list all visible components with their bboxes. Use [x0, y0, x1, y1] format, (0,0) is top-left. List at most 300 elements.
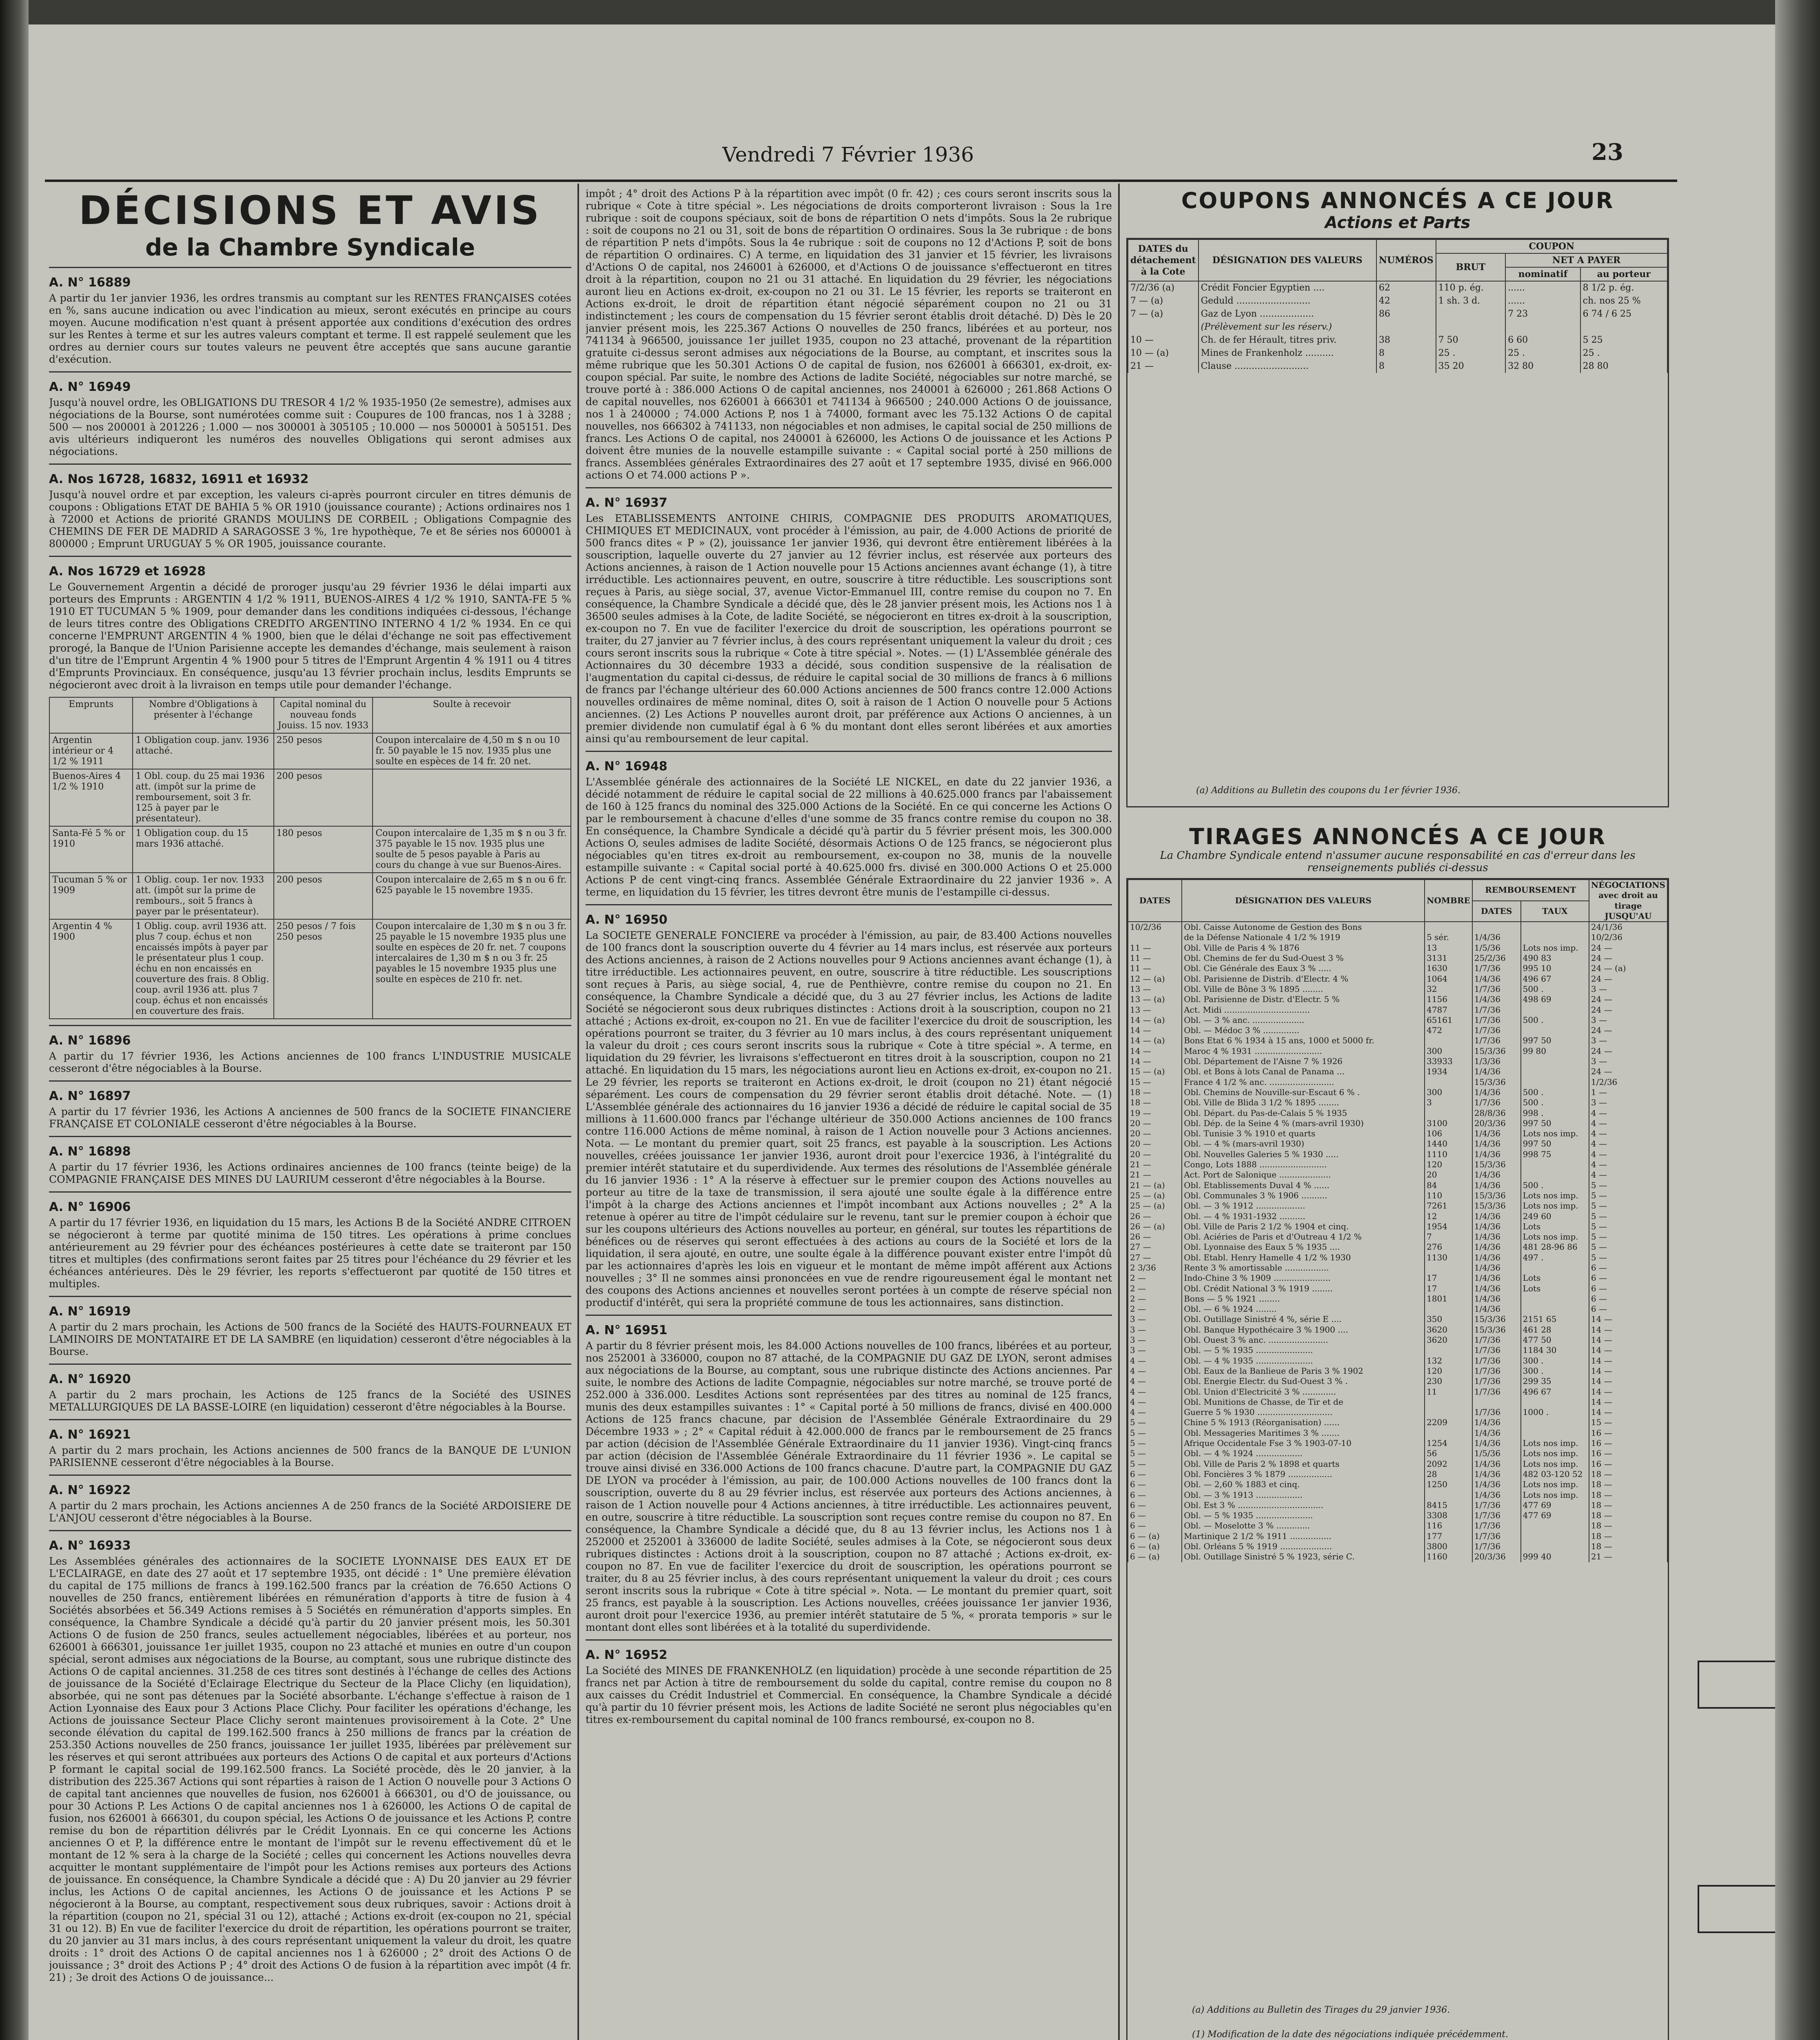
table-cell: 2 — — [1128, 1304, 1182, 1314]
table-cell: 1/4/36 — [1472, 1417, 1521, 1428]
table-cell: 1/4/36 — [1472, 1139, 1521, 1149]
table-cell: 1440 — [1425, 1139, 1472, 1149]
table-cell: Lots nos imp. — [1521, 1201, 1589, 1211]
table-cell: 24 — — [1589, 1067, 1667, 1077]
table-cell: 15/3/36 — [1472, 1314, 1521, 1324]
table-cell: Obl. Outillage Sinistré 4 %, série E .... — [1182, 1314, 1425, 1324]
notice — [49, 1428, 571, 1469]
divider — [49, 267, 571, 268]
table-cell: 18 — — [1589, 1490, 1667, 1500]
table-cell: 461 28 — [1521, 1325, 1589, 1335]
table-cell: 1/7/36 — [1472, 1005, 1521, 1015]
table-cell: 997 50 — [1521, 1139, 1589, 1149]
table-cell: Obl. Département de l'Aisne 7 % 1926 — [1182, 1056, 1425, 1067]
table-row — [49, 919, 571, 1019]
table-cell: 482 03-120 52 — [1521, 1469, 1589, 1479]
table-cell: 481 28-96 86 — [1521, 1242, 1589, 1252]
table-cell: 3 — — [1589, 1036, 1667, 1046]
table-header: DÉSIGNATION DES VALEURS — [1182, 880, 1425, 922]
table-cell: 998 . — [1521, 1108, 1589, 1118]
table-row — [1128, 1232, 1667, 1242]
table-cell: 995 10 — [1521, 963, 1589, 973]
table-cell: Coupon intercalaire de 4,50 m $ n ou 10 fr. 50 payable le 15 nov. 1935 plus une soulte en espèces de 14 fr. 20 net. — [373, 733, 571, 769]
header-rule — [45, 180, 1677, 182]
table-cell: 18 — — [1589, 1531, 1667, 1541]
table-cell: 1/7/36 — [1472, 1521, 1521, 1531]
table-cell — [1521, 1294, 1589, 1304]
table-cell: 4 — — [1128, 1387, 1182, 1397]
decisions-title: DÉCISIONS ET AVIS — [78, 188, 542, 233]
table-cell — [1521, 1428, 1589, 1438]
table-cell: 106 — [1425, 1129, 1472, 1139]
table-row — [1128, 994, 1667, 1004]
table-header: BRUT — [1436, 253, 1506, 281]
notice-text: Jusqu'à nouvel ordre et par exception, les valeurs ci-après pourront circuler en titres démunis de coupons : Obligations ETAT DE BAHIA 5 % OR 1910 (jouissance courante) ; Actions ordinaires nos 1 à 72000 et Actions de priorité GRANDS MOULINS DE CORBEIL ; Obligations Compagnie des CHEMINS DE FER DE MADRID A SARAGOSSE 3 %, 1re hypothèque, 7e et 8e séries nos 600001 à 800000 ; Emprunt URUGUAY 5 % OR 1905, jouissance courante. — [49, 489, 571, 550]
table-cell: 11 — — [1128, 943, 1182, 953]
table-cell: Lots — [1521, 1284, 1589, 1294]
table-cell: 1000 . — [1521, 1407, 1589, 1417]
table-cell: 1630 — [1425, 963, 1472, 973]
table-header: Nombre d'Obligations à présenter à l'échange — [133, 697, 273, 733]
notice-id: A. N° 16897 — [49, 1089, 131, 1103]
table-cell: 65161 — [1425, 1015, 1472, 1025]
notice-id: A. N° 16921 — [49, 1428, 131, 1442]
table-cell: 299 35 — [1521, 1376, 1589, 1386]
table-cell: 13 — (a) — [1128, 994, 1182, 1004]
table-row — [1128, 281, 1667, 295]
table-cell: 28/8/36 — [1472, 1108, 1521, 1118]
table-cell: 10 — (a) — [1128, 347, 1199, 360]
table-cell — [1521, 1025, 1589, 1036]
table-cell: 13 — [1425, 943, 1472, 953]
table-cell — [1521, 1263, 1589, 1273]
table-cell: 14 — — [1589, 1345, 1667, 1355]
table-cell: 18 — — [1128, 1087, 1182, 1098]
coupons-table — [1128, 239, 1668, 373]
table-cell: Obl. Ville de Paris 2 % 1898 et quarts — [1182, 1459, 1425, 1469]
table-cell: 14 — — [1589, 1325, 1667, 1335]
table-row — [1128, 1521, 1667, 1531]
table-cell: Mines de Frankenholz .......... — [1199, 347, 1376, 360]
notice-text: A partir du 2 mars prochain, les Actions de 500 francs de la Société des HAUTS-FOURNEAUX ET LAMINOIRS DE MONTATAIRE ET DE LA SAMBRE (en liquidation) cesseront d'être négociables à la Bourse. — [49, 1321, 571, 1357]
coupons-footnote: (a) Additions au Bulletin des coupons du 1er février 1936. — [1196, 785, 1461, 796]
tirages-table — [1128, 879, 1668, 1562]
table-cell — [1521, 1005, 1589, 1015]
table-cell: 1/4/36 — [1472, 1242, 1521, 1252]
notice-id: A. N° 16951 — [586, 1323, 668, 1337]
notice-text: L'Assemblée générale des actionnaires de la Société LE NICKEL, en date du 22 janvier 1936, a décidé notamment de réduire le capital social de 22 millions à 40.625.000 francs par l'abaissement de 160 à 125 francs du nominal des 325.000 Actions de la Société. En ce qui concerne les Actions O par le remboursement à chacune d'elles d'une somme de 35 francs contre remise du coupon no 38. En conséquence, la Chambre Syndicale a décidé qu'à partir du 5 février présent mois, les 300.000 Actions O, seules admises de ladite Société, désormais Actions O de 125 francs, se négocieront plus négociables qu'en titres ex-droit au remboursement, ex-coupon no 38, munis de la nouvelle estampille suivante : « Capital social porté à 40.625.000 frs. divisé en 300.000 Actions O et 25.000 Actions P de cent vingt-cinq francs. Assemblée Générale Extraordinaire du 22 janvier 1936 ». A terme, en liquidation du 15 février, les titres devront être munis de l'estampille ci-dessus. — [586, 776, 1112, 898]
table-cell — [1425, 1397, 1472, 1407]
table-cell: Obl. Ville de Bône 3 % 1895 ........ — [1182, 984, 1425, 994]
table-cell: 11 — [1425, 1387, 1472, 1397]
table-row — [1128, 1417, 1667, 1428]
table-cell: 35 20 — [1436, 360, 1506, 373]
table-cell: 5 — — [1589, 1242, 1667, 1252]
table-cell: 3308 — [1425, 1510, 1472, 1521]
table-cell: 1/4/36 — [1472, 974, 1521, 984]
table-row — [1128, 1129, 1667, 1139]
table-cell: Crédit Foncier Egyptien .... — [1199, 281, 1376, 295]
table-cell: 6 — — [1128, 1469, 1182, 1479]
table-cell: 1160 — [1425, 1552, 1472, 1562]
table-cell: 25 — (a) — [1128, 1201, 1182, 1211]
table-row — [1128, 1025, 1667, 1036]
table-row — [1128, 1376, 1667, 1386]
table-row — [1128, 1490, 1667, 1500]
divider — [49, 1530, 571, 1531]
table-cell — [1472, 922, 1521, 932]
table-cell: 300 . — [1521, 1366, 1589, 1376]
table-cell — [1521, 1541, 1589, 1552]
notice-text: A partir du 8 février présent mois, les 84.000 Actions nouvelles de 100 francs, libérées et au porteur, nos 252001 à 336000, coupon no 87 attaché, de la COMPAGNIE DU GAZ DE LYON, seront admises aux négociations de la Bourse, au comptant, sous une rubrique distincte des Actions anciennes. Par suite, le nombre des Actions de ladite Compagnie, négociables sur notre marché, se trouve porté de 252.000 à 336.000. Lesdites Actions sont représentées par des titres au nominal de 125 francs, munis des deux estampilles suivantes : 1° « Capital porté à 50 millions de francs, divisé en 400.000 Actions de 125 francs chacune, par décision de l'Assemblée Générale Extraordinaire du 29 Décembre 1933 » ; 2° « Capital réduit à 42.000.000 de francs par le remboursement de 25 francs par action (décision de l'Assemblée Générale Extraordinaire du 11 janvier 1936). Vingt-cinq francs par action (décision de l'Assemblée Générale Extraordinaire du 11 février 1936 ». Le capital se trouve ainsi divisé en 336.000 Actions de 100 francs chacune. D'autre part, la COMPAGNIE DU GAZ DE LYON va procéder à l'émission, au pair, de 100.000 Actions nouvelles de 100 francs dont la souscription, ouverte du 8 au 29 février inclus, est réservée aux porteurs des Actions anciennes, à raison de 1 Action nouvelle pour 4 Actions anciennes, à titre irréductible. Les actionnaires peuvent, en outre, souscrire à titre réductible. La souscription sont reçues contre remise du coupon no 87. En conséquence, la Chambre Syndicale a décidé que, du 8 au 13 février inclus, les Actions nos 1 à 252000 et 252001 à 336000 de ladite Société, seules admises à la Cote, se négocieront sous deux rubriques distinctes : Actions droit à la souscription, coupon no 87 attaché ; Actions ex-droit, ex-coupon no 87. En vue de faciliter l'exercice du droit de souscription, les opérations pourront se traiter, du 8 au 25 février inclus, à des cours représentant uniquement la valeur du droit ; ces cours seront inscrits sous la rubrique « Cote à titre spécial ». Nota. — Le montant du premier quart, soit 25 francs, est payable à la souscription. Les Actions nouvelles, créées jouissance 1er janvier 1936, auront droit pour l'exercice 1936, au premier intérêt statutaire de 5 %, « prorata temporis » sur le montant dont elles sont libérées et à la totalité du superdividende. — [586, 1340, 1112, 1633]
table-header: NET A PAYER — [1505, 253, 1667, 267]
table-cell: 5 — — [1589, 1222, 1667, 1232]
table-cell: 27 — — [1128, 1253, 1182, 1263]
table-row — [1128, 1335, 1667, 1345]
table-cell: 6 74 / 6 25 — [1580, 308, 1667, 321]
table-header: COUPON — [1436, 239, 1667, 253]
table-cell: Obl. Munitions de Chasse, de Tir et de — [1182, 1397, 1425, 1407]
table-cell: 1254 — [1425, 1438, 1472, 1448]
table-row — [1128, 1036, 1667, 1046]
divider — [49, 1080, 571, 1082]
table-cell: 1/4/36 — [1472, 1490, 1521, 1500]
table-cell: 20 — — [1128, 1118, 1182, 1129]
table-cell: 4 — — [1128, 1356, 1182, 1366]
table-cell: Obl. et Bons à lots Canal de Panama ... — [1182, 1067, 1425, 1077]
table-cell: 33933 — [1425, 1056, 1472, 1067]
table-cell: 5 — — [1128, 1438, 1182, 1448]
table-cell: 8 1/2 p. ég. — [1580, 281, 1667, 295]
notice-text: A partir du 2 mars prochain, les Actions de 125 francs de la Société des USINES METALLURGIQUES DE LA BASSE-LOIRE (en liquidation) cesseront d'être négociables à la Bourse. — [49, 1389, 571, 1413]
table-cell: Lots — [1521, 1222, 1589, 1232]
table-cell: Obl. Aciéries de Paris et d'Outreau 4 1/2 % — [1182, 1232, 1425, 1242]
table-cell: 300 . — [1521, 1356, 1589, 1366]
table-cell: 99 80 — [1521, 1046, 1589, 1056]
table-header: NÉGOCIATIONS avec droit au tirage JUSQU'AU — [1589, 880, 1667, 922]
table-cell: 4787 — [1425, 1005, 1472, 1015]
table-cell: 1156 — [1425, 994, 1472, 1004]
table-row — [1128, 1469, 1667, 1479]
table-cell: Coupon intercalaire de 1,30 m $ n ou 3 fr. 25 payable le 15 novembre 1935 plus une soulte en espèces de 20 fr. net. 7 coupons intercalaires de 1,30 m $ n ou 3 fr. 25 payables le 15 novembre 1935 plus une soulte en espèces de 210 fr. net. — [373, 919, 571, 1019]
table-cell: 1 Obligation coup. du 15 mars 1936 attaché. — [133, 826, 273, 873]
table-cell — [1580, 321, 1667, 334]
notice-text: impôt ; 4° droit des Actions P à la répartition avec impôt (0 fr. 42) ; ces cours seront inscrits sous la rubrique « Cote à titre spécial ». Les négociations de droits comporteront livraison : Sous la 1re rubrique : soit de coupons spéciaux, soit de bons de répartition O nets d'impôts. Sous la 2e rubrique : soit de coupons no 21 ou 31, soit de bons de répartition O ordinaires. Sous la 3e rubrique : de bons de répartition P nets d'impôts. Sous la 4e rubrique : soit de coupons no 12 d'Actions P, soit de bons de répartition O ordinaires. C) A terme, en liquidation des 31 janvier et 15 février, les livraisons d'Actions O de capital, nos 246001 à 626000, et d'Actions O de jouissance s'effectueront en titres droit à la répartition, coupon no 21 ou 31 attaché. En liquidation du 29 février, les négociations auront lieu en Actions ex-droit, ex-coupon no 21 ou 31. Le 15 février, les reports se traiteront en Actions ex-droit, le droit de répartition étant négocié séparément coupon no 21 ou 31 indistinctement ; les cours de compensation du 15 février seront établis droit détaché. D) Dès le 20 janvier présent mois, les 225.367 Actions O nouvelles de 250 francs, libérées et au porteur, nos 741134 à 966500, jouissance 1er juillet 1935, coupon no 23 attaché, provenant de la répartition gratuite ci-dessus seront admises aux négociations de la Bourse, au comptant, et inscrites sous la même rubrique que les 50.301 Actions O de capital de fusion, nos 626001 à 666301, ex-droit, ex-coupon spécial. Par suite, le nombre des Actions de ladite Société, négociables sur notre marché, se trouve porté à : 386.000 Actions O de capital anciennes, nos 240001 à 626000 ; 261.868 Actions O de capital nouvelles, nos 626001 à 666301 et 741134 à 966500 ; 240.000 Actions O de jouissance, nos 1 à 240000 ; 74.000 Actions P, nos 1 à 74000, formant avec les 75.132 Actions O de capital nouvelles, nos 666302 à 741133, non négociables et non admises, le capital social de 250 millions de francs. Les Actions O de capital, nos 240001 à 626000, les Actions O de jouissance et les Actions P doivent être munies de la nouvelle estampille suivante : « Capital social porté à 250 millions de francs. Assemblées générales Extraordinaires des 27 août et 17 septembre 1935, divisé en 966.000 actions O et 74.000 actions P ». — [586, 188, 1112, 481]
table-cell: 1/4/36 — [1472, 1067, 1521, 1077]
table-cell: 84 — [1425, 1180, 1472, 1191]
divider — [49, 463, 571, 465]
table-cell: Obl. Messageries Maritimes 3 % ....... — [1182, 1428, 1425, 1438]
notice-text: Jusqu'à nouvel ordre, les OBLIGATIONS DU TRESOR 4 1/2 % 1935-1950 (2e semestre), admises aux négociations de la Bourse, sont numérotées comme suit : Coupures de 100 francas, nos 1 à 3288 ; 500 — nos 200001 à 201226 ; 1.000 — nos 300001 à 305105 ; 10.000 — nos 500001 à 505151. Des avis ultérieurs indiqueront les numéros des nouvelles Obligations qui seront admises aux négociations. — [49, 397, 571, 457]
table-cell: 4 — — [1589, 1170, 1667, 1180]
table-row — [1128, 1253, 1667, 1263]
table-row — [1128, 1304, 1667, 1314]
table-cell — [1425, 1490, 1472, 1500]
notice — [49, 1304, 571, 1358]
table-cell: 1/7/36 — [1472, 1356, 1521, 1366]
table-cell: Obl. Dép. de la Seine 4 % (mars-avril 1930) — [1182, 1118, 1425, 1129]
table-row — [1128, 1108, 1667, 1118]
table-cell: Lots nos imp. — [1521, 1129, 1589, 1139]
table-row — [1128, 1510, 1667, 1521]
binding-stamp — [1698, 1885, 1775, 1933]
table-row — [1128, 1294, 1667, 1304]
table-cell — [1521, 1397, 1589, 1407]
table-cell: 3 — — [1128, 1325, 1182, 1335]
table-row — [1128, 1479, 1667, 1490]
table-cell: Obl. Foncières 3 % 1879 ................. — [1182, 1469, 1425, 1479]
table-cell: 3 — — [1589, 1015, 1667, 1025]
table-cell: 14 — — [1589, 1366, 1667, 1376]
table-cell: ...... — [1505, 281, 1580, 295]
table-cell: 3800 — [1425, 1541, 1472, 1552]
notice-id: A. N° 16948 — [586, 759, 668, 774]
table-cell: Lots nos imp. — [1521, 1459, 1589, 1469]
table-cell: 24 — — [1589, 994, 1667, 1004]
divider — [49, 1025, 571, 1026]
table-cell — [1436, 321, 1506, 334]
table-row — [1128, 1191, 1667, 1201]
table-cell: 250 pesos — [274, 733, 373, 769]
table-cell: 5 25 — [1580, 334, 1667, 347]
table-row — [1128, 953, 1667, 963]
notice-id: A. N° 16920 — [49, 1372, 131, 1386]
table-cell — [1425, 1036, 1472, 1046]
table-header: DATES du détachement à la Cote — [1128, 239, 1199, 281]
tables-column — [1126, 188, 1669, 2040]
notice — [49, 1539, 571, 1984]
table-cell: 1/7/36 — [1472, 1510, 1521, 1521]
table-cell: 20 — — [1128, 1139, 1182, 1149]
table-cell: Lots nos imp. — [1521, 1490, 1589, 1500]
table-cell: Obl. — 4 % 1931-1932 .......... — [1182, 1211, 1425, 1222]
table-cell: 14 — — [1589, 1314, 1667, 1324]
table-cell: Obl. Tunisie 3 % 1910 et quarts — [1182, 1129, 1425, 1139]
table-cell — [1128, 932, 1182, 942]
table-cell: 15/3/36 — [1472, 1046, 1521, 1056]
table-cell: 18 — — [1128, 1098, 1182, 1108]
notice-text: A partir du 17 février 1936, les Actions anciennes de 100 francs L'INDUSTRIE MUSICALE cesseront d'être négociables à la Bourse. — [49, 1050, 571, 1074]
table-cell: Ch. de fer Hérault, titres priv. — [1199, 334, 1376, 347]
table-row — [1128, 943, 1667, 953]
table-cell — [1128, 321, 1199, 334]
table-cell — [1425, 1108, 1472, 1118]
notice-text: La Société des MINES DE FRANKENHOLZ (en liquidation) procède à une seconde répartition de 25 francs net par Action à titre de remboursement du solde du capital, contre remise du coupon no 8 aux caisses du Crédit Industriel et Commercial. En conséquence, la Chambre Syndicale a décidé qu'à partir du 10 février présent mois, les Actions de ladite Société ne seront plus négociables qu'en titres ex-remboursement du capital nominal de 100 francs remboursé, ex-coupon no 8. — [586, 1665, 1112, 1725]
tirages-footnote-a: (a) Additions au Bulletin des Tirages du 29 janvier 1936. — [1192, 2005, 1450, 2015]
table-cell: Obl. — 4 % 1924 .................. — [1182, 1448, 1425, 1459]
table-cell: 1/7/36 — [1472, 1036, 1521, 1046]
table-cell: 20/3/36 — [1472, 1552, 1521, 1562]
table-row — [1128, 1139, 1667, 1149]
table-cell — [1425, 922, 1472, 932]
page-edge — [1775, 0, 1820, 2040]
table-cell: 1/5/36 — [1472, 943, 1521, 953]
table-cell: 26 — — [1128, 1211, 1182, 1222]
table-cell — [1521, 1531, 1589, 1541]
table-header: Soulte à recevoir — [373, 697, 571, 733]
table-cell: 13 — — [1128, 1005, 1182, 1015]
table-cell: 300 — [1425, 1087, 1472, 1098]
table-cell: France 4 1/2 % anc. ......................... — [1182, 1077, 1425, 1087]
table-row — [1128, 1314, 1667, 1324]
table-cell: Lots nos imp. — [1521, 1191, 1589, 1201]
table-cell: 1/4/36 — [1472, 1284, 1521, 1294]
table-cell: Obl. Chemins de fer du Sud-Ouest 3 % — [1182, 953, 1425, 963]
table-cell: 2 — — [1128, 1294, 1182, 1304]
table-cell: 20 — [1425, 1170, 1472, 1180]
notice-id: A. N° 16950 — [586, 913, 668, 927]
table-cell: 497 . — [1521, 1253, 1589, 1263]
notice — [586, 188, 1112, 481]
table-cell: 1 — — [1589, 1087, 1667, 1098]
table-row — [49, 769, 571, 826]
table-cell: Obl. Cie Générale des Eaux 3 % ..... — [1182, 963, 1425, 973]
table-row — [1128, 1046, 1667, 1056]
table-cell: 6 — — [1128, 1479, 1182, 1490]
divider — [49, 1191, 571, 1193]
table-row — [1128, 1284, 1667, 1294]
table-cell: 8 — [1376, 347, 1436, 360]
table-cell: 1/7/36 — [1472, 1025, 1521, 1036]
notice — [586, 496, 1112, 745]
table-cell: 998 75 — [1521, 1149, 1589, 1160]
table-cell: 1/4/36 — [1472, 932, 1521, 942]
table-row — [1128, 321, 1667, 334]
table-row — [1128, 1149, 1667, 1160]
divider — [586, 751, 1112, 752]
table-cell: Obl. — Médoc 3 % .............. — [1182, 1025, 1425, 1036]
table-cell: 3 — — [1589, 1056, 1667, 1067]
table-cell: 1/2/36 — [1589, 1077, 1667, 1087]
table-row — [1128, 1459, 1667, 1469]
table-cell: Obl. Outillage Sinistré 5 % 1923, série C. — [1182, 1552, 1425, 1562]
coupons-title: COUPONS ANNONCÉS A CE JOUR — [1181, 188, 1614, 213]
table-cell: Obl. Energie Electr. du Sud-Ouest 3 % . — [1182, 1376, 1425, 1386]
table-row — [1128, 1356, 1667, 1366]
table-cell: 26 — (a) — [1128, 1222, 1182, 1232]
table-cell: 5 — — [1589, 1191, 1667, 1201]
table-cell — [1425, 1304, 1472, 1314]
notice-text: A partir du 17 février 1936, les Actions ordinaires anciennes de 100 francs (teinte beige) de la COMPAGNIE FRANÇAISE DES MINES DU LAURIUM cesseront d'être négociables à la Bourse. — [49, 1161, 571, 1185]
table-cell — [1521, 1521, 1589, 1531]
table-cell: 21 — — [1128, 1160, 1182, 1170]
table-cell: 6 — (a) — [1128, 1541, 1182, 1552]
table-cell: 6 60 — [1505, 334, 1580, 347]
table-row — [1128, 1263, 1667, 1273]
notice-id: A. N° 16906 — [49, 1200, 131, 1214]
table-cell: 7 50 — [1436, 334, 1506, 347]
table-cell: Chine 5 % 1913 (Réorganisation) ...... — [1182, 1417, 1425, 1428]
table-cell: 18 — — [1589, 1500, 1667, 1510]
table-cell: 14 — — [1128, 1056, 1182, 1067]
table-cell: 2151 65 — [1521, 1314, 1589, 1324]
table-cell: 1/4/36 — [1472, 994, 1521, 1004]
table-row — [1128, 1201, 1667, 1211]
table-cell: 8 — [1376, 360, 1436, 373]
table-cell: 24 — — [1589, 953, 1667, 963]
table-row — [1128, 1448, 1667, 1459]
table-cell: 1/4/36 — [1472, 1170, 1521, 1180]
table-cell: Indo-Chine 3 % 1909 ...................... — [1182, 1273, 1425, 1283]
table-cell — [1521, 1170, 1589, 1180]
table-cell: Obl. Chemins de Nouville-sur-Escaut 6 % . — [1182, 1087, 1425, 1098]
table-cell: 18 — — [1589, 1479, 1667, 1490]
table-cell: 3 — — [1589, 984, 1667, 994]
notice-id: A. N° 16952 — [586, 1648, 668, 1662]
table-cell: 1/4/36 — [1472, 1211, 1521, 1222]
table-cell — [1521, 1304, 1589, 1314]
notice-text: A partir du 17 février 1936, les Actions A anciennes de 500 francs de la SOCIETE FINANCIERE FRANÇAISE ET COLONIALE cesseront d'être négociables à la Bourse. — [49, 1106, 571, 1130]
divider — [586, 904, 1112, 905]
table-cell: Obl. — 3 % 1912 ................... — [1182, 1201, 1425, 1211]
table-cell: 14 — — [1589, 1376, 1667, 1386]
divider — [586, 1639, 1112, 1641]
table-row — [1128, 1098, 1667, 1108]
table-cell: Act. Midi ................................. — [1182, 1005, 1425, 1015]
table-cell: Buenos-Aires 4 1/2 % 1910 — [49, 769, 133, 826]
table-cell: Guerre 5 % 1930 ............................. — [1182, 1407, 1425, 1417]
table-header-row — [1128, 880, 1667, 901]
table-cell: 7 — (a) — [1128, 295, 1199, 308]
table-cell: 1/7/36 — [1472, 963, 1521, 973]
table-cell: 11 — — [1128, 963, 1182, 973]
table-row — [1128, 1345, 1667, 1355]
table-cell: 6 — — [1128, 1500, 1182, 1510]
table-row — [1128, 295, 1667, 308]
table-cell: 500 . — [1521, 1098, 1589, 1108]
notice — [49, 1144, 571, 1186]
table-cell: Obl. Orléans 5 % 1919 .................... — [1182, 1541, 1425, 1552]
table-cell: 1/7/36 — [1472, 1335, 1521, 1345]
table-row — [1128, 1067, 1667, 1077]
table-cell: 6 — (a) — [1128, 1552, 1182, 1562]
table-cell: Lots nos imp. — [1521, 1438, 1589, 1448]
table-cell: 5 — — [1589, 1232, 1667, 1242]
table-cell: 3 — — [1128, 1314, 1182, 1324]
table-cell: 24 — — [1589, 1025, 1667, 1036]
notice — [49, 1089, 571, 1130]
table-cell: 1184 30 — [1521, 1345, 1589, 1355]
table-cell: 1/4/36 — [1472, 1428, 1521, 1438]
table-cell: 15/3/36 — [1472, 1325, 1521, 1335]
table-row — [1128, 1366, 1667, 1376]
table-cell: 4 — — [1128, 1366, 1182, 1376]
notice-id: A. N° 16896 — [49, 1033, 131, 1048]
divider — [586, 487, 1112, 488]
table-cell: de la Défense Nationale 4 1/2 % 1919 — [1182, 932, 1425, 942]
notice — [586, 1648, 1112, 1726]
notice — [49, 1483, 571, 1524]
table-cell: 11 — — [1128, 953, 1182, 963]
table-cell: 10/2/36 — [1589, 932, 1667, 942]
table-cell: 25 . — [1436, 347, 1506, 360]
table-cell: 6 — — [1589, 1263, 1667, 1273]
table-row — [1128, 1397, 1667, 1407]
table-cell: 4 — — [1128, 1407, 1182, 1417]
notice — [586, 759, 1112, 898]
table-cell: 14 — (a) — [1128, 1015, 1182, 1025]
table-cell: 12 — [1425, 1211, 1472, 1222]
table-row — [1128, 1160, 1667, 1170]
table-cell: 20 — — [1128, 1149, 1182, 1160]
table-cell: Obl. Caisse Autonome de Gestion des Bons — [1182, 922, 1425, 932]
table-cell: 17 — [1425, 1284, 1472, 1294]
table-row — [1128, 1541, 1667, 1552]
table-cell: Congo, Lots 1888 .......................... — [1182, 1160, 1425, 1170]
notice — [586, 913, 1112, 1309]
notice-text: Le Gouvernement Argentin a décidé de proroger jusqu'au 29 février 1936 le délai imparti aux porteurs des Emprunts : ARGENTIN 4 1/2 % 1911, BUENOS-AIRES 4 1/2 % 1910, SANTA-FE 5 % 1910 ET TUCUMAN 5 % 1909, pour demander dans les conditions indiquées ci-dessous, l'échange de leurs titres contre des Obligations CREDITO ARGENTINO INTERNO 4 1/2 % 1934. En ce qui concerne l'EMPRUNT ARGENTIN 4 % 1900, bien que le délai d'échange ne soit pas effectivement prorogé, la Banque de l'Union Parisienne accepte les demandes d'échange, mais seulement à raison d'un titre de l'Emprunt Argentin 4 % 1900 pour 5 titres de l'Emprunt Argentin 4 % 1911 ou 4 titres d'Emprunts Provinciaux. En conséquence, jusqu'au 13 février prochain inclus, lesdits Emprunts se négocieront avec droit à la livraison en temps utile pour demander l'échange. — [49, 581, 571, 691]
binding-stamp — [1698, 1661, 1775, 1709]
